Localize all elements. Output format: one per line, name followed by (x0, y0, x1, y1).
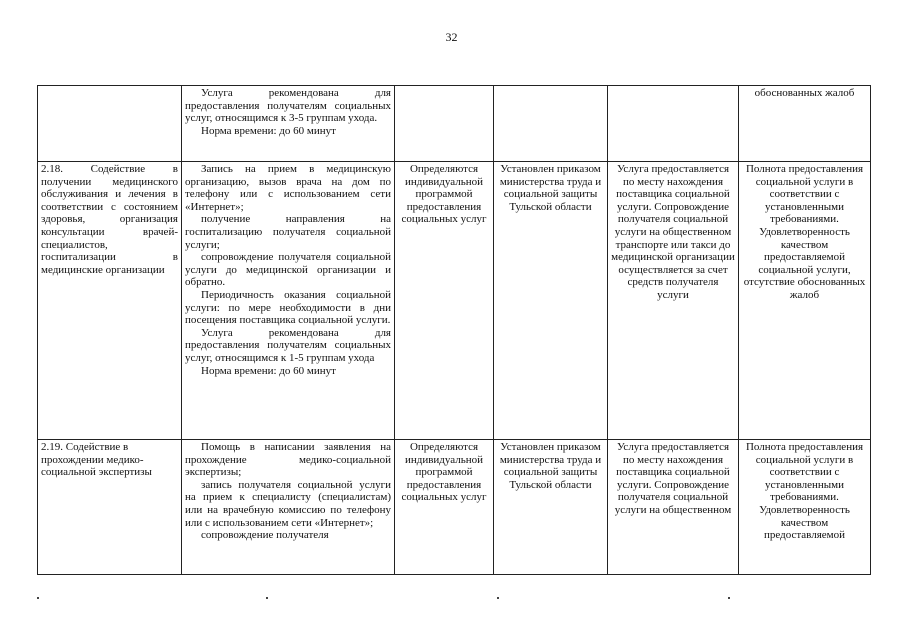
table-cell: обоснованных жалоб (739, 86, 871, 162)
scan-mark (728, 597, 730, 599)
description-paragraph: Запись на прием в медицинскую организацию, вызов врача на дом по телефону или с использованием сети «Интернет»; (185, 163, 391, 213)
table-cell: Установлен приказом министерства труда и социальной защиты Тульской области (494, 162, 608, 440)
description-paragraph: сопровождение получателя (201, 529, 329, 542)
table-cell (494, 86, 608, 162)
table-cell (38, 440, 182, 575)
table-cell: Услуга предоставляется по месту нахождения поставщика социальной услуги. Сопровождение получателя социальной услуги на общественном (608, 440, 739, 575)
table-row (38, 86, 871, 162)
description-paragraph: Услуга рекомендована для предоставления получателям социальных услуг, относящимся к 3-5 группам ухода. (185, 87, 391, 125)
scan-mark (266, 597, 268, 599)
table-cell (38, 162, 182, 440)
table-cell: Полнота предоставления социальной услуги в соответствии с установленными требованиями. Удовлетворенность качеством предоставляемой социальной услуги, отсутствие обоснованных жалоб (739, 162, 871, 440)
table-row (38, 162, 871, 440)
scan-mark (497, 597, 499, 599)
table-cell (608, 86, 739, 162)
description-paragraph: получение направления на госпитализацию получателя социальной услуги; (185, 213, 391, 251)
table-cell (182, 86, 395, 162)
table-row (38, 440, 871, 575)
scan-marks (0, 597, 903, 603)
services-table (37, 85, 871, 575)
scan-mark (37, 597, 39, 599)
table-cell: Полнота предоставления социальной услуги в соответствии с установленными требованиями. Удовлетворенность качеством предоставляемой (739, 440, 871, 575)
service-name: 2.19. Содействие в прохождении медико-социальной экспертизы (41, 441, 152, 479)
description-paragraph: Услуга рекомендована для предоставления получателям социальных услуг, относящимся к 1-5 группам ухода (185, 326, 391, 364)
description-paragraph: сопровождение получателя социальной услуги до медицинской организации и обратно. (185, 251, 391, 289)
page-number: 32 (445, 30, 458, 44)
description-paragraph: запись получателя социальной услуги на прием к специалисту (специалистам) или на врачебную комиссию по телефону или с использованием сети «Интернет»; (185, 478, 391, 529)
table-cell: Определяются индивидуальной программой предоставления социальных услуг (395, 162, 494, 440)
description-paragraph: Периодичность оказания социальной услуги: по мере необходимости в дни посещения поставщика социальной услуги. (185, 288, 391, 327)
service-name: 2.18. Содействие в получении медицинского обслуживания и лечения в соответствии с состоянием здоровья, организация консультации врачей-специалистов, госпитализации в медицинские организации (41, 163, 178, 276)
table-cell (395, 86, 494, 162)
table-cell: Определяются индивидуальной программой предоставления социальных услуг (395, 440, 494, 575)
table-cell (182, 440, 395, 575)
description-paragraph: Помощь в написании заявления на прохождение медико-социальной экспертизы; (185, 441, 391, 479)
table-cell (38, 86, 182, 162)
description-paragraph: Норма времени: до 60 минут (201, 124, 336, 137)
description-paragraph: Норма времени: до 60 минут (201, 364, 336, 377)
table-cell: Установлен приказом министерства труда и социальной защиты Тульской области (494, 440, 608, 575)
table-cell: Услуга предоставляется по месту нахождения поставщика социальной услуги. Сопровождение получателя социальной услуги на общественном транспорте или такси до медицинской организации осуществляется за счет средств получателя услуги (608, 162, 739, 440)
table-cell (182, 162, 395, 440)
